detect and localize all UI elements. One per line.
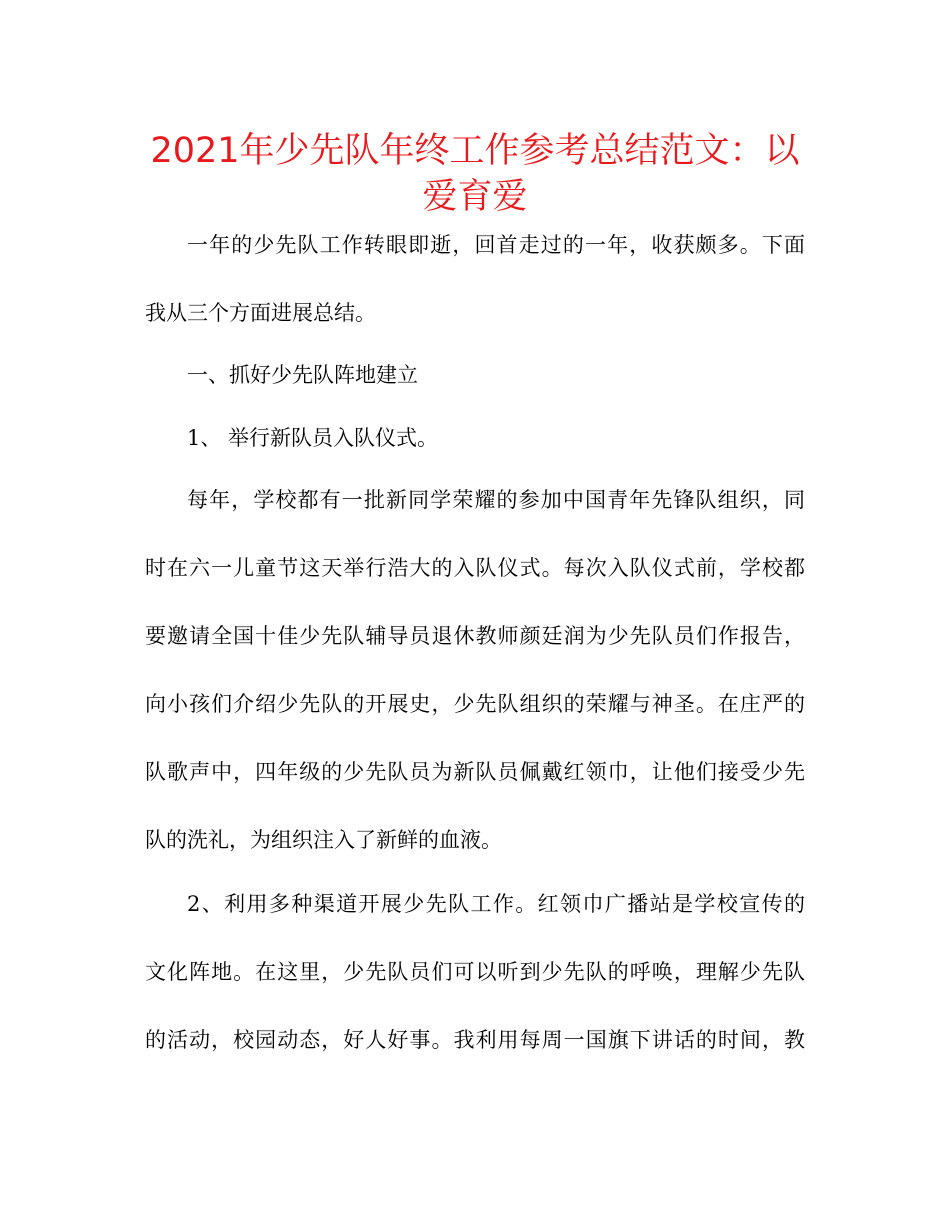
paragraph-line: 一年的少先队工作转眼即逝，回首走过的一年，收获颇多。下面	[187, 233, 805, 257]
document-title: 2021年少先队年终工作参考总结范文：以爱育爱	[150, 131, 800, 217]
paragraph-line: 时在六一儿童节这天举行浩大的入队仪式。每次入队仪式前，学校都	[145, 556, 805, 580]
paragraph-line: 队的洗礼，为组织注入了新鲜的血液。	[145, 828, 502, 852]
paragraph-line: 向小孩们介绍少先队的开展史，少先队组织的荣耀与神圣。在庄严的	[145, 692, 805, 716]
paragraph-line: 我从三个方面进展总结。	[145, 301, 376, 325]
paragraph-line: 的活动，校园动态，好人好事。我利用每周一国旗下讲话的时间，教	[145, 1028, 805, 1052]
subsection-heading: 1、 举行新队员入队仪式。	[187, 426, 439, 450]
section-heading: 一、抓好少先队阵地建立	[187, 363, 418, 387]
paragraph-line: 每年，学校都有一批新同学荣耀的参加中国青年先锋队组织，同	[187, 488, 805, 512]
paragraph-line: 队歌声中，四年级的少先队员为新队员佩戴红领巾，让他们接受少先	[145, 760, 805, 784]
paragraph-line: 文化阵地。在这里，少先队员们可以听到少先队的呼唤，理解少先队	[145, 960, 805, 984]
paragraph-line: 要邀请全国十佳少先队辅导员退休教师颜廷润为少先队员们作报告，	[145, 624, 805, 648]
paragraph-line: 2、利用多种渠道开展少先队工作。红领巾广播站是学校宣传的	[187, 892, 805, 916]
